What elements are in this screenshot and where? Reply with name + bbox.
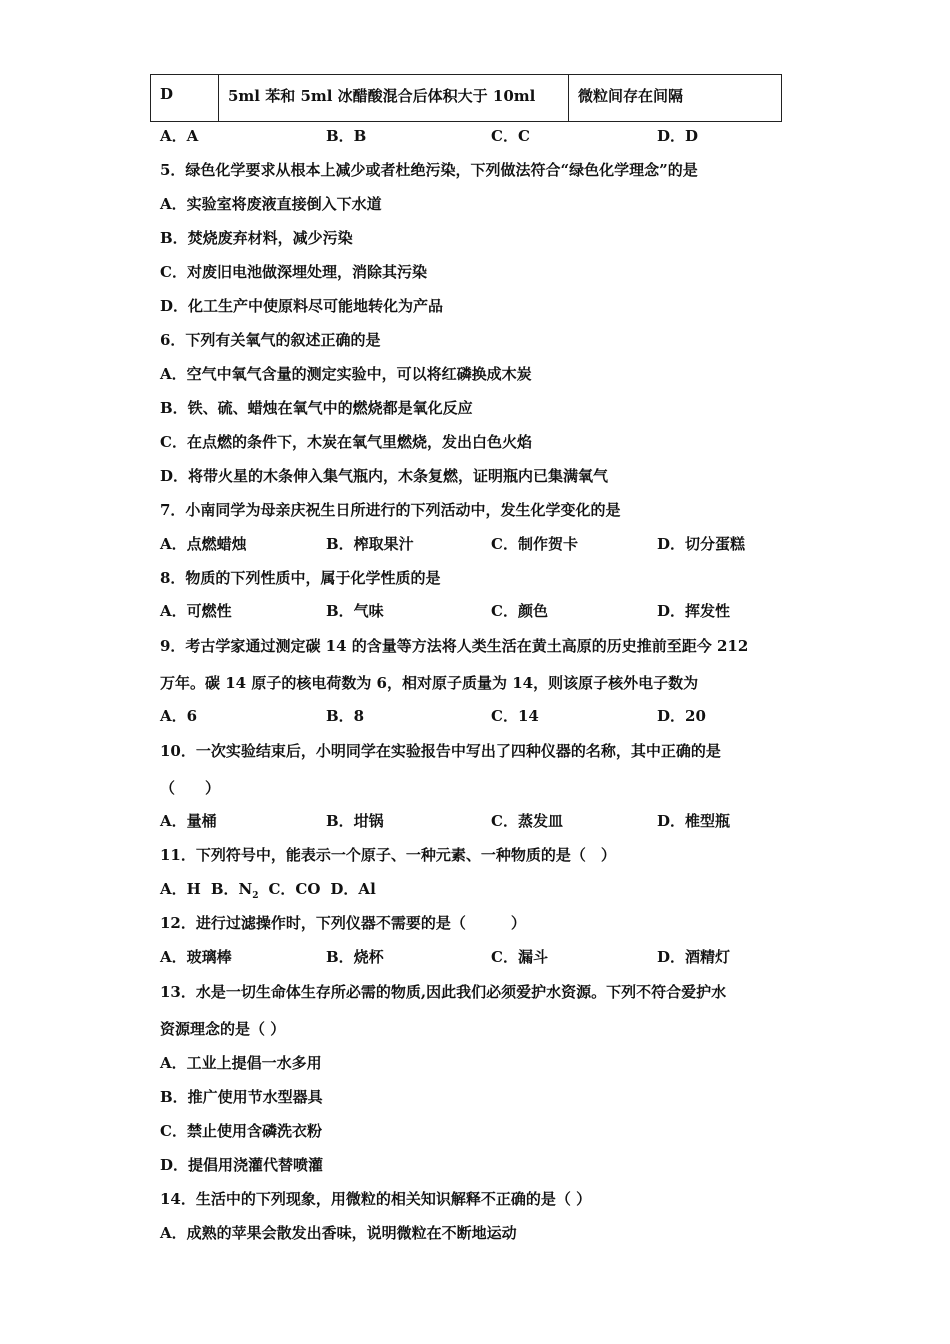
q13-option-b[interactable]: B．推广使用节水型器具 (160, 1088, 323, 1106)
q6-option-c[interactable]: C．在点燃的条件下，木炭在氧气里燃烧，发出白色火焰 (160, 433, 532, 451)
q11-stem: 11．下列符号中，能表示一个原子、一种元素、一种物质的是（ ） (160, 846, 616, 864)
q7-options (160, 534, 820, 554)
q11-option-b[interactable] (210, 880, 259, 901)
q8-stem: 8．物质的下列性质中，属于化学性质的是 (160, 569, 441, 587)
q9-stem-line1: 9．考古学家通过测定碳 14 的含量等方法将人类生活在黄土高原的历史推前至距今 212 (160, 637, 749, 655)
q6-option-d[interactable]: D．将带火星的木条伸入集气瓶内，木条复燃，证明瓶内已集满氧气 (160, 467, 609, 485)
q13-option-c[interactable]: C．禁止使用含磷洗衣粉 (160, 1122, 322, 1140)
q12-option-c[interactable]: C．漏斗 (491, 948, 548, 966)
q4-option-d[interactable]: D．D (657, 127, 699, 145)
table-cell-explanation: 微粒间存在间隔 (578, 87, 684, 105)
q10-option-c[interactable]: C．蒸发皿 (491, 812, 563, 830)
q4-option-c[interactable]: C．C (491, 127, 530, 145)
q14-option-a[interactable]: A．成熟的苹果会散发出香味，说明微粒在不断地运动 (160, 1224, 517, 1242)
q12-option-b[interactable]: B．烧杯 (326, 948, 384, 966)
q10-option-b[interactable]: B．坩锅 (326, 812, 384, 830)
q8-option-a[interactable]: A．可燃性 (160, 602, 232, 620)
q9-option-d[interactable]: D．20 (657, 707, 706, 725)
q8-options (160, 601, 820, 621)
q5-option-d[interactable]: D．化工生产中使原料尽可能地转化为产品 (160, 297, 444, 315)
q12-option-a[interactable]: A．玻璃棒 (160, 948, 232, 966)
q10-stem-line1: 10．一次实验结束后，小明同学在实验报告中写出了四种仪器的名称，其中正确的是 (160, 742, 721, 760)
q8-option-b[interactable]: B．气味 (326, 602, 384, 620)
q13-option-a[interactable]: A．工业上提倡一水多用 (160, 1054, 322, 1072)
q11-option-b-text: B．N (210, 880, 253, 898)
q12-options (160, 947, 820, 967)
q5-option-c[interactable]: C．对废旧电池做深埋处理，消除其污染 (160, 263, 427, 281)
q9-options (160, 706, 820, 726)
q11-option-d[interactable]: D．Al (330, 880, 376, 898)
q7-option-d[interactable]: D．切分蛋糕 (657, 535, 746, 553)
q5-stem: 5．绿色化学要求从根本上减少或者杜绝污染，下列做法符合“绿色化学理念”的是 (160, 161, 698, 179)
q7-option-b[interactable]: B．榨取果汁 (326, 535, 414, 553)
q12-stem: 12．进行过滤操作时，下列仪器不需要的是（ ） (160, 914, 526, 932)
q5-option-a[interactable]: A．实验室将废液直接倒入下水道 (160, 195, 382, 213)
q11-option-b-subscript: 2 (252, 891, 259, 901)
q10-stem-line2: （ ） (160, 779, 221, 797)
q10-option-d[interactable]: D．椎型瓶 (657, 812, 731, 830)
q13-stem-line1: 13．水是一切生命体生存所必需的物质,因此我们必须爱护水资源。下列不符合爱护水 (160, 983, 727, 1001)
q9-stem-line2: 万年。碳 14 原子的核电荷数为 6，相对原子质量为 14，则该原子核外电子数为 (160, 674, 699, 692)
q11-options (160, 879, 820, 899)
q4-option-a[interactable]: A．A (160, 127, 199, 145)
table-cell-phenomenon: 5ml 苯和 5ml 冰醋酸混合后体积大于 10ml (219, 75, 569, 121)
q14-stem: 14．生活中的下列现象，用微粒的相关知识解释不正确的是（ ） (160, 1190, 592, 1208)
q6-option-b[interactable]: B．铁、硫、蜡烛在氧气中的燃烧都是氧化反应 (160, 399, 473, 417)
table-cell-option: D (151, 75, 219, 121)
q8-option-d[interactable]: D．挥发性 (657, 602, 731, 620)
q7-option-a[interactable]: A．点燃蜡烛 (160, 535, 247, 553)
q5-option-b[interactable]: B．焚烧废弃材料，减少污染 (160, 229, 353, 247)
q13-option-d[interactable]: D．提倡用浇灌代替喷灌 (160, 1156, 324, 1174)
q10-option-a[interactable]: A．量桶 (160, 812, 217, 830)
q7-stem: 7．小南同学为母亲庆祝生日所进行的下列活动中，发生化学变化的是 (160, 501, 621, 519)
q4-option-b[interactable]: B．B (326, 127, 367, 145)
q9-option-b[interactable]: B．8 (326, 707, 365, 725)
q7-option-c[interactable]: C．制作贺卡 (491, 535, 578, 553)
q4-options (160, 126, 820, 146)
q10-options (160, 811, 820, 831)
q11-option-a[interactable]: A．H (160, 880, 201, 898)
q6-stem: 6．下列有关氧气的叙述正确的是 (160, 331, 381, 349)
q13-stem-line2: 资源理念的是（ ） (160, 1020, 286, 1038)
q12-option-d[interactable]: D．酒精灯 (657, 948, 731, 966)
q11-option-c[interactable]: C．CO (268, 880, 321, 898)
q8-option-c[interactable]: C．颜色 (491, 602, 548, 620)
q6-option-a[interactable]: A．空气中氧气含量的测定实验中，可以将红磷换成木炭 (160, 365, 532, 383)
q9-option-c[interactable]: C．14 (491, 707, 539, 725)
q9-option-a[interactable]: A．6 (160, 707, 198, 725)
answer-table (150, 74, 782, 122)
